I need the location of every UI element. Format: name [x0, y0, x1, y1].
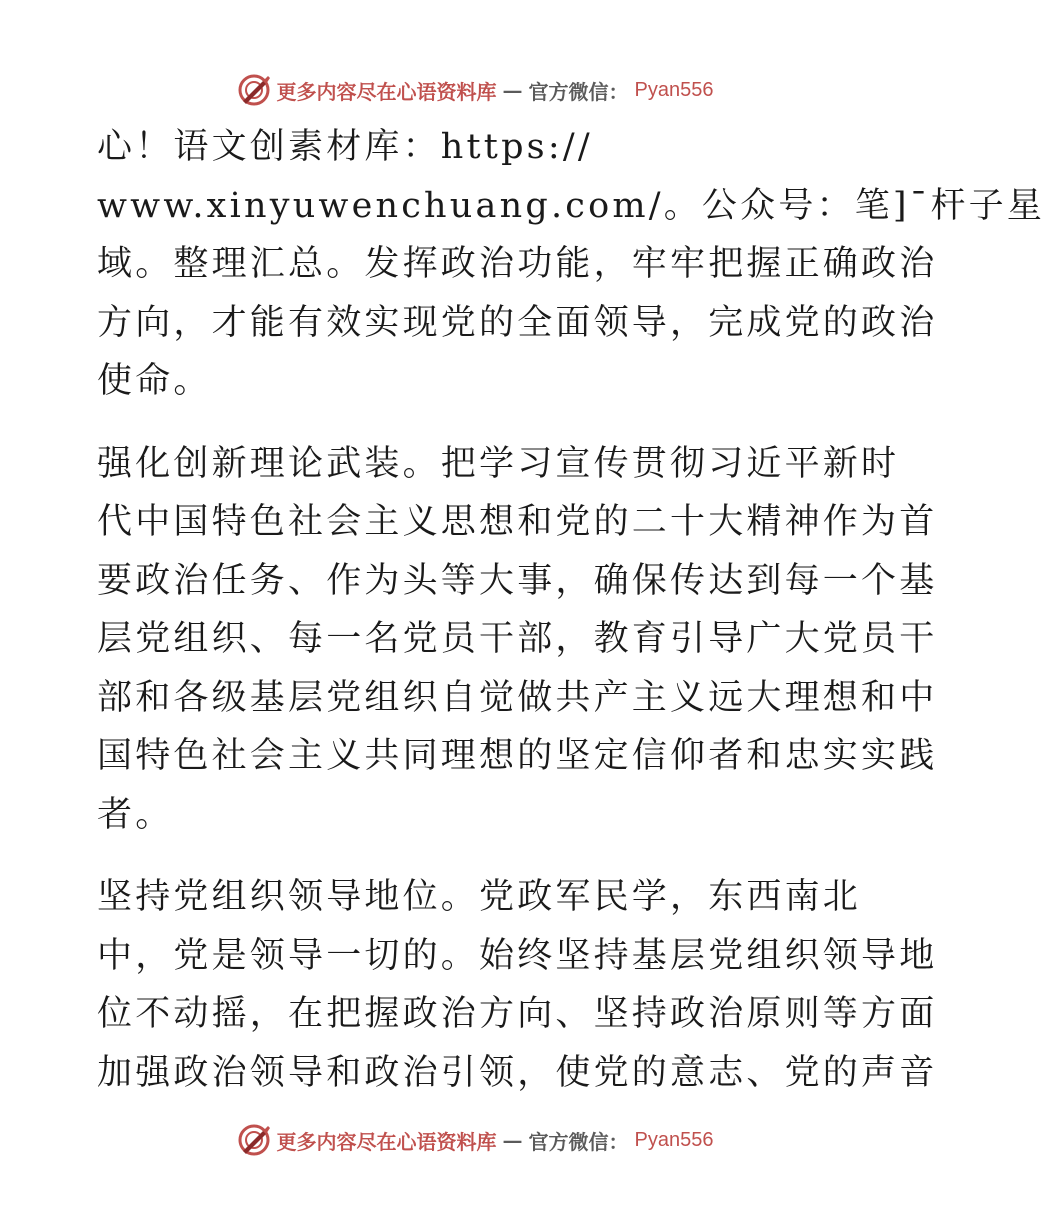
text-line: 坚持党组织领导地位。党政军民学，东西南北	[97, 877, 862, 917]
text-line: 位不动摇，在把握政治方向、坚持政治原则等方面	[97, 994, 938, 1034]
brand-logo-icon	[237, 73, 271, 107]
text-line: www.xinyuwenchuang.com/。公众号：笔]¯杆子星	[97, 185, 1045, 226]
text-line: 强化创新理论武装。把学习宣传贯彻习近平新时	[97, 443, 900, 484]
banner-wechat-handle: Pyan556	[634, 78, 714, 101]
banner-wechat-handle: Pyan556	[634, 1128, 714, 1151]
banner-official-label: 官方微信：	[528, 79, 629, 104]
banner-dash: —	[502, 1128, 523, 1152]
text-line: 要政治任务、作为头等大事，确保传达到每一个基	[97, 560, 938, 601]
text-line: 方向，才能有效实现党的全面领导，完成党的政治	[97, 302, 938, 343]
banner-dash: —	[502, 78, 523, 102]
text-line: 域。整理汇总。发挥政治功能，牢牢把握正确政治	[97, 244, 938, 284]
footer-banner	[0, 1120, 950, 1160]
brand-logo-icon	[237, 1123, 271, 1157]
text-line: 国特色社会主义共同理想的坚定信仰者和忠实实践	[97, 736, 938, 776]
paragraph-3	[97, 868, 938, 1102]
banner-brand-text: 更多内容尽在心语资料库	[276, 79, 497, 104]
text-line: 层党组织、每一名党员干部，教育引导广大党员干	[97, 619, 938, 659]
paragraph-2	[97, 435, 938, 845]
text-line: 者。	[97, 794, 174, 835]
header-banner	[0, 70, 950, 110]
text-line: 使命。	[97, 361, 212, 401]
banner-official-label: 官方微信：	[528, 1129, 629, 1154]
banner-brand-text: 更多内容尽在心语资料库	[276, 1129, 497, 1154]
text-line: 加强政治领导和政治引领，使党的意志、党的声音	[97, 1052, 938, 1093]
text-line: 部和各级基层党组织自觉做共产主义远大理想和中	[97, 677, 938, 718]
document-body	[97, 118, 1045, 1102]
text-line: 代中国特色社会主义思想和党的二十大精神作为首	[97, 502, 938, 542]
text-line: 心！语文创素材库：https://	[97, 127, 593, 167]
text-line: 中，党是领导一切的。始终坚持基层党组织领导地	[97, 935, 938, 976]
paragraph-1	[97, 118, 1045, 411]
